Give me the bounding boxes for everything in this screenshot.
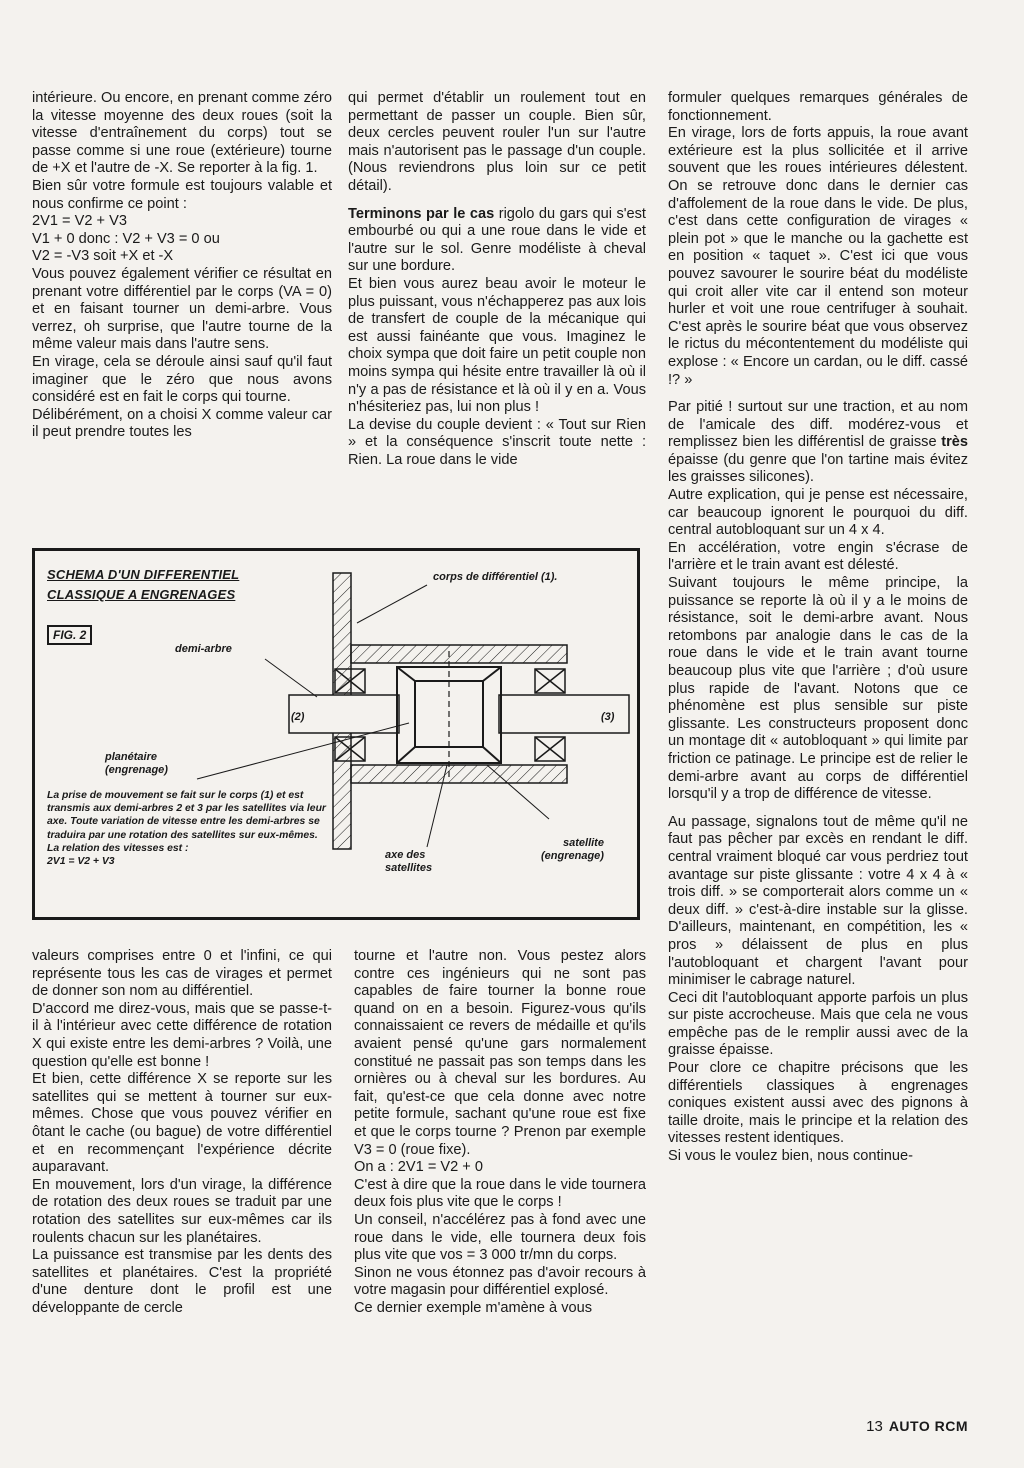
formula-line: On a : 2V1 = V2 + 0 <box>354 1159 483 1176</box>
caption-text: La prise de mouvement se fait sur le corps (1) et est transmis aux demi-arbres 2 et 3 par les satellites via leur axe. Toute variation de vitesse entre les demi-arbres se traduira par une rotation des satellites sur eux-mêmes. <box>47 790 326 841</box>
figure-title-line-2: CLASSIQUE A ENGRENAGES <box>47 587 236 602</box>
paragraph-text: épaisse (du genre que l'on tartine mais évitez les graisses silicones). <box>668 451 968 486</box>
paragraph: En accélération, votre engin s'écrase de l'arrière et le train avant est délesté. <box>668 539 968 574</box>
article-column-2 <box>348 90 646 469</box>
paragraph: La devise du couple devient : « Tout sur Rien » et la conséquence s'inscrit toute nette : Rien. La roue dans le vide <box>348 416 646 468</box>
paragraph-lead-bold: Terminons par le cas <box>348 205 495 222</box>
article-column-1 <box>32 90 332 442</box>
paragraph: Un conseil, n'accélérez pas à fond avec une roue dans le vide, elle tournera deux fois plus vite que vos = 3 000 tr/mn du corps. <box>354 1211 646 1264</box>
magazine-brand: AUTO RCM <box>888 1418 968 1434</box>
paragraph: Ce dernier exemple m'amène à vous <box>354 1299 593 1316</box>
label-satellite-line: satellite <box>563 837 604 849</box>
label-satellite-line: (engrenage) <box>541 850 604 862</box>
caption-formula: 2V1 = V2 + V3 <box>47 856 115 868</box>
paragraph: En mouvement, lors d'un virage, la différence de rotation des deux roues se traduit par une rotation des satellites sur eux-mêmes car ils roulents chacun sur les planétaires. <box>32 1176 332 1246</box>
paragraph: Et bien, cette différence X se reporte sur les satellites qui se mettent à tourner sur eux-mêmes. Chose que vous pouvez vérifier en ôtant le cache (ou bague) de votre différentiel et en recommençant l'expérience décrite auparavant. <box>32 1071 332 1176</box>
label-planetaire-line: planétaire <box>105 751 157 763</box>
figure-title-line-1: SCHEMA D'UN DIFFERENTIEL <box>47 567 240 582</box>
paragraph: Au passage, signalons tout de même qu'il ne faut pas pêcher par excès en rendant le diff. central vraiment bloqué car vous perdriez tout avantage sur piste glissante : votre 4 x 4 à « trois diff. » se comporterait alors comme un « deux diff. » c'est-à-dire instable sur la glisse. D'ailleurs, maintenant, en compétition, les « pros » délaissent de plus en plus l'autobloquant et chargent l'avant pour minimiser le cabrage naturel. <box>668 813 968 989</box>
figure-caption <box>47 789 342 868</box>
paragraph: C'est à dire que la roue dans le vide tournera deux fois plus vite que le corps ! <box>354 1176 646 1211</box>
paragraph: qui permet d'établir un roulement tout en permettant de passer un couple. Bien sûr, deux cercles peuvent rouler l'un sur l'autre mais n'autorisent pas le passage d'un couple. (Nous reviendrons plus loin sur ce petit détail). <box>348 90 646 194</box>
label-planetaire <box>105 751 168 777</box>
paragraph: Autre explication, qui je pense est nécessaire, car beaucoup ignorent le pourquoi du diff. central autobloquant sur un 4 x 4. <box>668 487 968 539</box>
paragraph: Et bien vous aurez beau avoir le moteur le plus puissant, vous n'échapperez pas aux lois de transfert de couple de la mécanique qui est aussi fainéante que vous. Imaginez le choix sympa que doit faire un petit couple non moins sympa qui hésite entre travailler là où il n'y a pas de résistance et là où il y en a. Vous n'hésiteriez pas, lui non plus ! <box>348 275 646 416</box>
paragraph: La puissance est transmise par les dents des satellites et planétaires. C'est la propriété d'une denture dont le profil est une développante de cercle <box>32 1247 332 1316</box>
label-axe-line: axe des <box>385 849 426 861</box>
paragraph: intérieure. Ou encore, en prenant comme zéro la vitesse moyenne des deux roues (soit la vitesse d'entraînement du corps) tout se passe comme si une roue (extérieure) tourne de +X et l'autre de -X. Se reporter à la fig. 1. <box>32 90 332 177</box>
paragraph <box>348 206 646 276</box>
label-axe-satellites <box>385 849 432 875</box>
page-footer <box>866 1418 968 1435</box>
paragraph: Ceci dit l'autobloquant apporte parfois un plus sur piste accrocheuse. Mais que cela ne vous empêche pas de le remplir aussi avec de la graisse épaisse. <box>668 989 968 1059</box>
body-housing-lower <box>351 765 567 783</box>
half-shaft-left <box>289 695 399 733</box>
paragraph: valeurs comprises entre 0 et l'infini, ce qui représente tous les cas de virages et permet de donner son nom au différentiel. <box>32 948 332 1000</box>
paragraph: Bien sûr votre formule est toujours valable et nous confirme ce point : <box>32 177 332 212</box>
paragraph: Sinon ne vous étonnez pas d'avoir recours à votre magasin pour différentiel explosé. <box>354 1264 646 1299</box>
label-demi-arbre: demi-arbre <box>175 643 232 655</box>
paragraph: Délibérément, on a choisi X comme valeur car il peut prendre toutes les <box>32 406 332 441</box>
gear-cage <box>397 651 501 779</box>
paragraph-text: Par pitié ! surtout sur une traction, et au nom de l'amicale des diff. modérez-vous et remplissez bien les différentisl de graisse <box>668 399 968 451</box>
formula-line: V1 + 0 donc : V2 + V3 = 0 ou <box>32 230 220 247</box>
article-column-5 <box>354 948 646 1317</box>
body-housing-upper <box>351 645 567 663</box>
paragraph: En virage, cela se déroule ainsi sauf qu'il faut imaginer que le zéro que nous avons considéré est en fait le corps qui tourne. <box>32 353 332 406</box>
caption-text: La relation des vitesses est : <box>47 842 189 854</box>
paragraph: Pour clore ce chapitre précisons que les différentiels classiques à engrenages coniques existent aussi avec des pignons à taille droite, mais le principe et la relation des vitesses restent identiques. <box>668 1060 968 1147</box>
paragraph: Vous pouvez également vérifier ce résultat en prenant votre différentiel par le corps (VA = 0) et en faisant tourner un demi-arbre. Vous verrez, oh surprise, que l'autre tourne de la même valeur mais dans l'autre sens. <box>32 265 332 353</box>
article-column-3 <box>668 90 968 1166</box>
figure-number: FIG. 2 <box>47 625 92 645</box>
paragraph <box>668 399 968 487</box>
paragraph: Si vous le voulez bien, nous continue- <box>668 1148 914 1165</box>
paragraph: Suivant toujours le même principe, la puissance se reporte là où il y a le moins de résistance, soit le demi-arbre avant. Nous retombons par analogie dans le cas de la roue dans le vide et le train avant tourne beaucoup plus vite que l'arrière ; d'où usure plus rapide de l'avant. Notons que ce phénomène est plus sensible sur piste glissante. Les constructeurs proposent donc un montage dit « autobloquant » qui limite par friction ce patinage. Le principe est de relier le demi-arbre avant au corps de différentiel lorsqu'il y a trop de différence de vitesse. <box>668 575 968 803</box>
article-column-4 <box>32 948 332 1317</box>
paragraph-text: rigolo du gars qui s'est embourbé ou qui a une roue dans le vide et l'autre sur le sol. Genre modéliste à cheval sur une bordure. <box>348 205 646 275</box>
formula-line: V2 = -V3 soit +X et -X <box>32 248 174 265</box>
label-corps: corps de différentiel (1). <box>433 571 558 583</box>
paragraph: tourne et l'autre non. Vous pestez alors contre ces ingénieurs qui ne sont pas capables de faire tourner la bonne roue quand on en a besoin. Figurez-vous qu'ils connaissaient ce revers de médaille et qu'ils avaient pensé qu'une gars normalement constitué ne passait pas son temps dans les ornières ou à cheval sur les bordures. Au fait, qu'est-ce que cela donne avec notre petite formule, sachant qu'une roue est fixe et que le corps tourne ? Prenon par exemple V3 = 0 (roue fixe). <box>354 948 646 1158</box>
label-3: (3) <box>601 711 615 723</box>
label-satellite <box>541 837 604 863</box>
label-2: (2) <box>291 711 305 723</box>
paragraph: D'accord me direz-vous, mais que se passe-t-il à l'intérieur avec cette différence de rotation X qui existe entre les demi-arbres ? Voilà, une question qu'elle est bonne ! <box>32 1000 332 1070</box>
paragraph: En virage, lors de forts appuis, la roue avant extérieure est la plus sollicitée et il arrive souvent que les roues intérieures délestent. On se retrouve donc dans le dernier cas d'affolement de la roue dans le vide. De plus, c'est dans cette configuration de virages « plein pot » que le manche ou la gachette est en position « taquet ». C'est ici que vous pouvez savourer le sourire béat du modéliste qui croit aller vite car il entend son moteur hurler et voit une roue centrifuger à souhait. C'est après le sourire béat que vous observez le rictus du mécontentement du modéliste qui explose : « Encore un cardan, ou le diff. cassé !? » <box>668 125 968 388</box>
figure-diagram-frame <box>32 548 640 920</box>
paragraph: formuler quelques remarques générales de fonctionnement. <box>668 90 968 124</box>
formula-line: 2V1 = V2 + V3 <box>32 213 127 230</box>
page-number: 13 <box>866 1418 883 1435</box>
label-axe-line: satellites <box>385 862 433 874</box>
emphasis-bold: très <box>941 434 968 451</box>
label-planetaire-line: (engrenage) <box>105 764 168 776</box>
